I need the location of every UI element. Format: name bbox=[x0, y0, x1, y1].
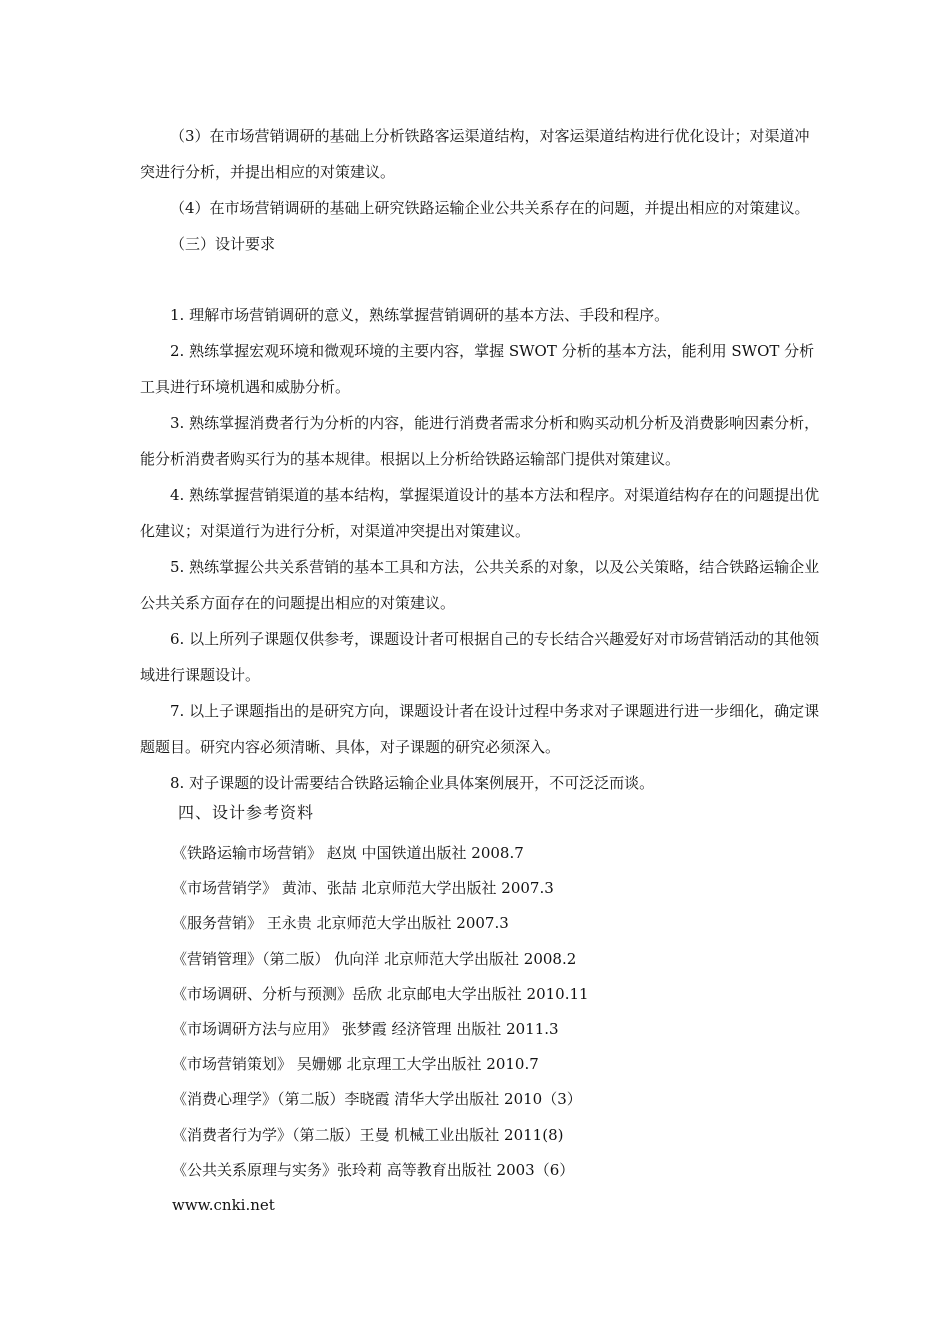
requirement-item-7: 7. 以上子课题指出的是研究方向，课题设计者在设计过程中务求对子课题进行进一步细化，确定课题题目。研究内容必须清晰、具体，对子课题的研究必须深入。 bbox=[140, 702, 820, 756]
reference-item: 《铁路运输市场营销》 赵岚 中国铁道出版社 2008.7 bbox=[172, 844, 524, 862]
task-item-3: （3）在市场营销调研的基础上分析铁路客运渠道结构，对客运渠道结构进行优化设计；对渠道冲突进行分析，并提出相应的对策建议。 bbox=[140, 127, 810, 181]
requirement-item-3: 3. 熟练掌握消费者行为分析的内容，能进行消费者需求分析和购买动机分析及消费影响因素分析，能分析消费者购买行为的基本规律。根据以上分析给铁路运输部门提供对策建议。 bbox=[140, 414, 820, 468]
reference-item: 《消费者行为学》（第二版）王曼 机械工业出版社 2011(8) bbox=[172, 1125, 564, 1144]
reference-item: 《公共关系原理与实务》张玲莉 高等教育出版社 2003（6） bbox=[172, 1160, 575, 1179]
requirement-item-4: 4. 熟练掌握营销渠道的基本结构，掌握渠道设计的基本方法和程序。对渠道结构存在的问题提出优化建议；对渠道行为进行分析，对渠道冲突提出对策建议。 bbox=[140, 486, 820, 540]
reference-list bbox=[172, 836, 832, 1188]
reference-item: 《市场营销学》 黄沛、张喆 北京师范大学出版社 2007.3 bbox=[172, 879, 554, 898]
reference-website: www.cnki.net bbox=[172, 1196, 275, 1214]
reference-item: 《市场调研、分析与预测》岳欣 北京邮电大学出版社 2010.11 bbox=[172, 984, 589, 1003]
task-item-4: （4）在市场营销调研的基础上研究铁路运输企业公共关系存在的问题，并提出相应的对策建议。 bbox=[170, 199, 810, 217]
requirement-item-6: 6. 以上所列子课题仅供参考，课题设计者可根据自己的专长结合兴趣爱好对市场营销活动的其他领域进行课题设计。 bbox=[140, 630, 820, 684]
requirements-list bbox=[140, 297, 820, 801]
reference-item: 《市场调研方法与应用》 张梦霞 经济管理 出版社 2011.3 bbox=[172, 1020, 559, 1039]
reference-item: 《营销管理》（第二版） 仇向洋 北京师范大学出版社 2008.2 bbox=[172, 949, 577, 968]
section-heading-references: 四、设计参考资料 bbox=[178, 803, 315, 822]
task-list bbox=[140, 118, 820, 262]
reference-item: 《市场营销策划》 吴姗娜 北京理工大学出版社 2010.7 bbox=[172, 1055, 539, 1074]
requirement-item-1: 1. 理解市场营销调研的意义，熟练掌握营销调研的基本方法、手段和程序。 bbox=[170, 306, 670, 324]
requirement-item-2: 2. 熟练掌握宏观环境和微观环境的主要内容，掌握 SWOT 分析的基本方法，能利用 SWOT 分析工具进行环境机遇和威胁分析。 bbox=[140, 342, 815, 396]
requirement-item-8: 8. 对子课题的设计需要结合铁路运输企业具体案例展开，不可泛泛而谈。 bbox=[170, 774, 655, 792]
reference-item: 《消费心理学》（第二版）李晓霞 清华大学出版社 2010（3） bbox=[172, 1090, 582, 1109]
requirement-item-5: 5. 熟练掌握公共关系营销的基本工具和方法，公共关系的对象，以及公关策略，结合铁路运输企业公共关系方面存在的问题提出相应的对策建议。 bbox=[140, 558, 820, 612]
reference-item: 《服务营销》 王永贵 北京师范大学出版社 2007.3 bbox=[172, 914, 509, 933]
section-heading-requirements: （三）设计要求 bbox=[170, 235, 276, 253]
